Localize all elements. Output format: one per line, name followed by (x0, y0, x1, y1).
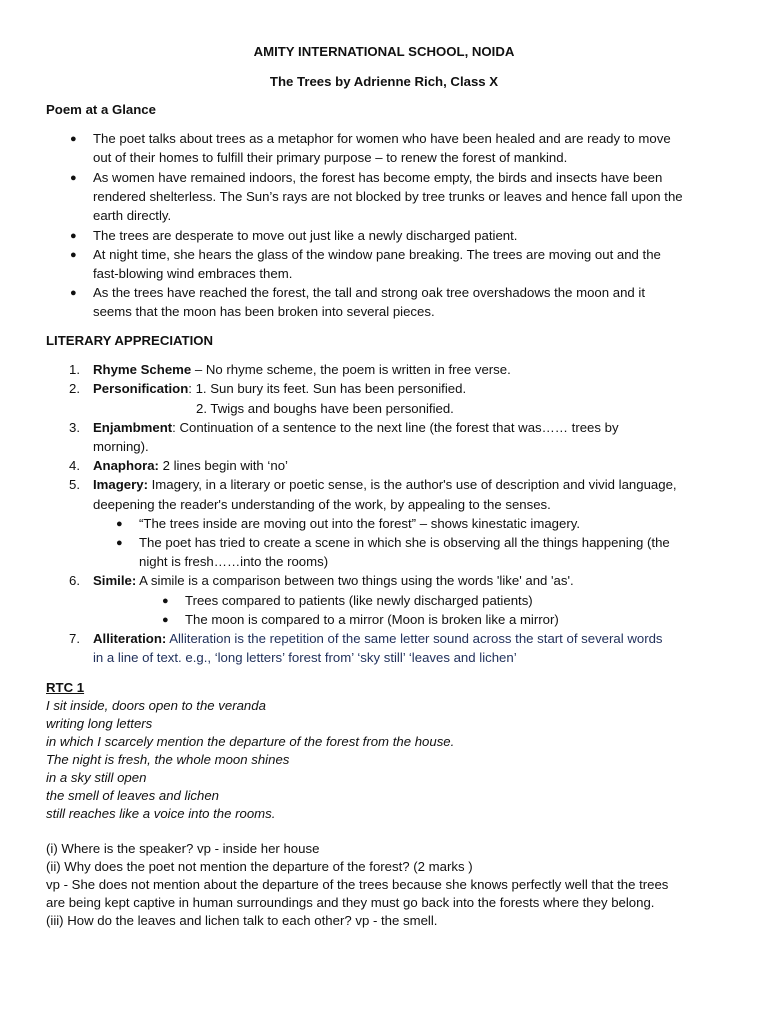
poem-line: in a sky still open (46, 770, 147, 785)
lit-item-2-cont: 2. Twigs and boughs have been personified. (196, 401, 454, 416)
glance-bullet-3-line-1: The trees are desperate to move out just like a newly discharged patient. (93, 228, 518, 243)
term: Enjambment (93, 420, 173, 435)
glance-bullet-2-line-2: rendered shelterless. The Sun’s rays are not blocked by tree trunks or leaves and hence fall upon the (93, 189, 683, 204)
imagery-bullet-2-line-2: night is fresh……into the rooms) (139, 554, 329, 569)
list-number: 1. (69, 362, 80, 377)
poem-line: in which I scarcely mention the departure of the forest from the house. (46, 734, 455, 749)
list-number: 4. (69, 458, 80, 473)
glance-heading: Poem at a Glance (46, 102, 156, 117)
glance-bullet-2-line-3: earth directly. (93, 208, 172, 223)
definition: Alliteration is the repetition of the same letter sound across the start of several words (166, 631, 663, 646)
document-subtitle: The Trees by Adrienne Rich, Class X (269, 74, 499, 89)
poem-line: still reaches like a voice into the rooms. (46, 806, 276, 821)
definition: Imagery, in a literary or poetic sense, is the author's use of description and vivid language, (147, 477, 677, 492)
bullet-icon: ● (70, 133, 77, 145)
answer-line: vp - She does not mention about the departure of the trees because she knows perfectly well that the trees (46, 877, 669, 892)
bullet-icon: ● (70, 230, 77, 242)
lit-item-2 (93, 381, 466, 396)
question-line: (iii) How do the leaves and lichen talk to each other? vp - the smell. (46, 913, 438, 928)
lit-item-4 (93, 458, 288, 473)
literary-heading: LITERARY APPRECIATION (46, 333, 214, 348)
lit-item-6 (93, 573, 574, 588)
lit-item-5 (93, 477, 677, 492)
glance-bullet-5-line-1: As the trees have reached the forest, the tall and strong oak tree overshadows the moon and it (93, 285, 646, 300)
question-line: (ii) Why does the poet not mention the departure of the forest? (2 marks ) (46, 859, 473, 874)
definition: : 1. Sun bury its feet. Sun has been personified. (188, 381, 467, 396)
bullet-icon: ● (116, 537, 123, 549)
imagery-bullet-2-line-1: The poet has tried to create a scene in which she is observing all the things happening (the (139, 535, 670, 550)
poem-line: The night is fresh, the whole moon shines (46, 752, 290, 767)
definition: – No rhyme scheme, the poem is written in free verse. (191, 362, 511, 377)
bullet-icon: ● (70, 287, 77, 299)
term: Simile: (93, 573, 137, 588)
lit-item-7 (93, 631, 663, 646)
definition: A simile is a comparison between two things using the words 'like' and 'as'. (136, 573, 574, 588)
lit-item-1 (93, 362, 511, 377)
glance-bullet-1-line-2: out of their homes to fulfill their primary purpose – to renew the forest of mankind. (93, 150, 568, 165)
imagery-bullet-1: “The trees inside are moving out into the forest” – shows kinestatic imagery. (139, 516, 581, 531)
lit-item-7-cont: in a line of text. e.g., ‘long letters’ forest from’ ‘sky still’ ‘leaves and lichen’ (93, 650, 517, 665)
bullet-icon: ● (116, 518, 123, 530)
bullet-icon: ● (70, 172, 77, 184)
glance-bullet-4-line-2: fast-blowing wind embraces them. (93, 266, 293, 281)
term: Rhyme Scheme (93, 362, 192, 377)
poem-line: writing long letters (46, 716, 153, 731)
term: Imagery: (93, 477, 148, 492)
bullet-icon: ● (162, 614, 169, 626)
list-number: 2. (69, 381, 80, 396)
term: Personification (93, 381, 189, 396)
answer-line: are being kept captive in human surroundings and they must go back into the forests where they belong. (46, 895, 655, 910)
definition: : Continuation of a sentence to the next line (the forest that was…… trees by (172, 420, 619, 435)
question-line: (i) Where is the speaker? vp - inside her house (46, 841, 320, 856)
list-number: 5. (69, 477, 80, 492)
glance-bullet-1-line-1: The poet talks about trees as a metaphor for women who have been healed and are ready to move (93, 131, 671, 146)
simile-bullet-2: The moon is compared to a mirror (Moon is broken like a mirror) (185, 612, 559, 627)
list-number: 7. (69, 631, 80, 646)
glance-bullet-5-line-2: seems that the moon has been broken into several pieces. (93, 304, 435, 319)
poem-line: I sit inside, doors open to the veranda (46, 698, 266, 713)
rtc-heading: RTC 1 (46, 680, 85, 695)
definition: 2 lines begin with ‘no’ (158, 458, 288, 473)
glance-bullet-2-line-1: As women have remained indoors, the forest has become empty, the birds and insects have been (93, 170, 663, 185)
lit-item-3 (93, 420, 619, 435)
list-number: 3. (69, 420, 80, 435)
bullet-icon: ● (162, 595, 169, 607)
school-title: AMITY INTERNATIONAL SCHOOL, NOIDA (253, 44, 515, 59)
lit-item-3-cont: morning). (93, 439, 149, 454)
term: Alliteration: (93, 631, 167, 646)
glance-bullet-4-line-1: At night time, she hears the glass of the window pane breaking. The trees are moving out and the (93, 247, 661, 262)
lit-item-5-cont: deepening the reader's understanding of the work, by appealing to the senses. (93, 497, 551, 512)
poem-line: the smell of leaves and lichen (46, 788, 220, 803)
bullet-icon: ● (70, 249, 77, 261)
list-number: 6. (69, 573, 80, 588)
term: Anaphora: (93, 458, 159, 473)
simile-bullet-1: Trees compared to patients (like newly discharged patients) (185, 593, 533, 608)
